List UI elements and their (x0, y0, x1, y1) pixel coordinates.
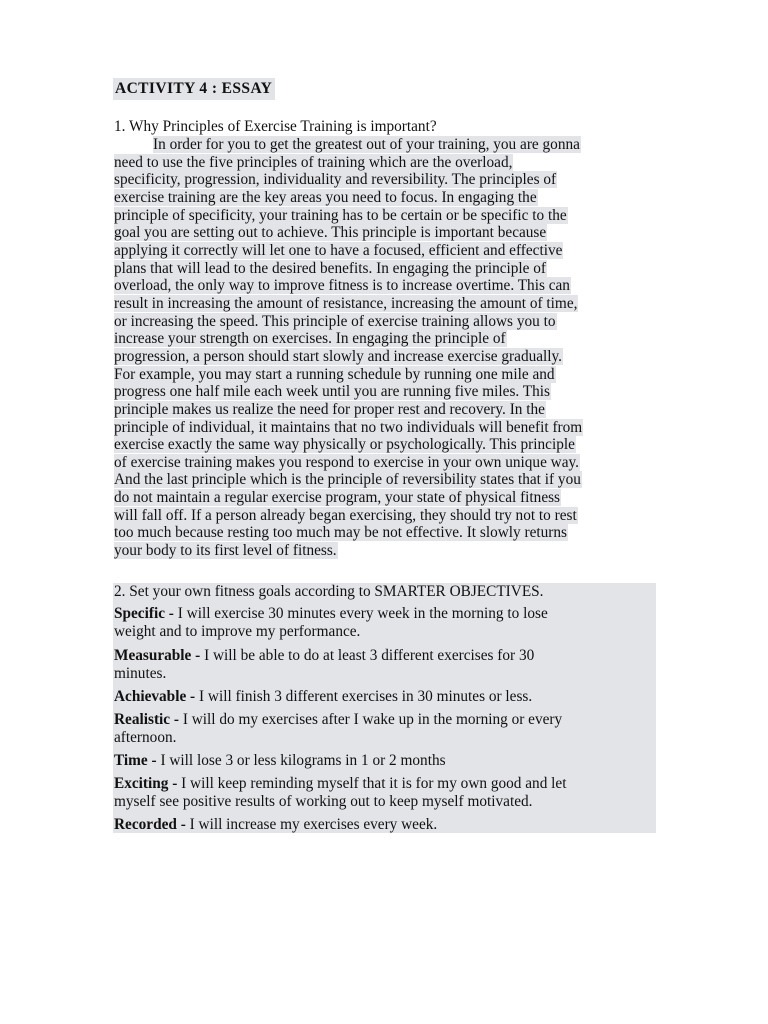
essay-line: In order for you to get the greatest out of your training, you are gonna (153, 136, 580, 153)
essay-line: need to use the five principles of training which are the overload, (114, 153, 513, 171)
goal-term: Specific - (114, 605, 178, 622)
essay-line: principle makes us realize the need for proper rest and recovery. In the (114, 400, 545, 418)
essay-line: applying it correctly will let one to have a focused, efficient and effective (114, 241, 563, 259)
essay-line: And the last principle which is the principle of reversibility states that if you (114, 471, 581, 489)
goal-text: myself see positive results of working out to keep myself motivated. (114, 792, 533, 810)
essay-line: result in increasing the amount of resistance, increasing the amount of time, (114, 294, 578, 312)
question-2: 2. Set your own fitness goals according to SMARTER OBJECTIVES. (114, 583, 544, 600)
goal-term: Recorded - (114, 816, 190, 833)
essay-line: overload, the only way to improve fitness is to increase overtime. This can (114, 277, 570, 295)
goal-term: Achievable - (114, 688, 199, 705)
essay-line: exercise training are the key areas you need to focus. In engaging the (114, 188, 537, 206)
goal-achievable (114, 688, 654, 706)
essay-line: principle of individual, it maintains that no two individuals will benefit from (114, 418, 583, 436)
essay-line: progression, a person should start slowly and increase exercise gradually. (114, 347, 563, 365)
essay-line: or increasing the speed. This principle of exercise training allows you to (114, 312, 556, 330)
goal-measurable (114, 647, 654, 682)
goal-term: Exciting - (114, 775, 182, 792)
goal-exciting (114, 775, 654, 810)
goal-text: afternoon. (114, 728, 177, 746)
essay-line: your body to its first level of fitness. (114, 542, 337, 560)
essay-line: increase your strength on exercises. In engaging the principle of (114, 330, 506, 348)
goal-specific (114, 605, 654, 640)
goal-term: Realistic - (114, 711, 183, 728)
essay-line: exercise exactly the same way physically or psychologically. This principle (114, 436, 575, 454)
essay-line: goal you are setting out to achieve. This principle is important because (114, 224, 547, 242)
essay-line: too much because resting too much may be not effective. It slowly returns (114, 524, 567, 542)
essay-line: of exercise training makes you respond to exercise in your own unique way. (114, 453, 580, 471)
goal-text: I will lose 3 or less kilograms in 1 or 2 months (160, 752, 446, 769)
essay-line: do not maintain a regular exercise program, your state of physical fitness (114, 489, 561, 507)
goal-term: Measurable - (114, 647, 205, 664)
essay-line: specificity, progression, individuality and reversibility. The principles of (114, 171, 557, 189)
essay-line: will fall off. If a person already began exercising, they should try not to rest (114, 506, 577, 524)
goal-text: I will exercise 30 minutes every week in the morning to lose (177, 605, 548, 622)
page-title: ACTIVITY 4 : ESSAY (113, 78, 275, 100)
goal-text: I will do my exercises after I wake up in the morning or every (182, 711, 563, 728)
goal-text: weight and to improve my performance. (114, 622, 361, 640)
goal-realistic (114, 711, 654, 746)
question-1: 1. Why Principles of Exercise Training is important? (114, 118, 437, 135)
essay-line: plans that will lead to the desired benefits. In engaging the principle of (114, 259, 547, 277)
goal-recorded (114, 816, 654, 834)
goal-text: I will finish 3 different exercises in 30 minutes or less. (198, 688, 533, 705)
goal-text: I will keep reminding myself that it is for my own good and let (181, 775, 567, 792)
goal-time (114, 752, 654, 770)
goal-text: I will be able to do at least 3 different exercises for 30 (204, 647, 535, 664)
goal-text: minutes. (114, 664, 167, 682)
goal-term: Time - (114, 752, 161, 769)
essay-line: For example, you may start a running schedule by running one mile and (114, 365, 555, 383)
smarter-goals-section (113, 583, 656, 833)
essay-line: progress one half mile each week until you are running five miles. This (114, 383, 550, 401)
goal-text: I will increase my exercises every week. (189, 816, 438, 833)
essay-line: principle of specificity, your training has to be certain or be specific to the (114, 206, 567, 224)
essay-answer (114, 136, 659, 560)
